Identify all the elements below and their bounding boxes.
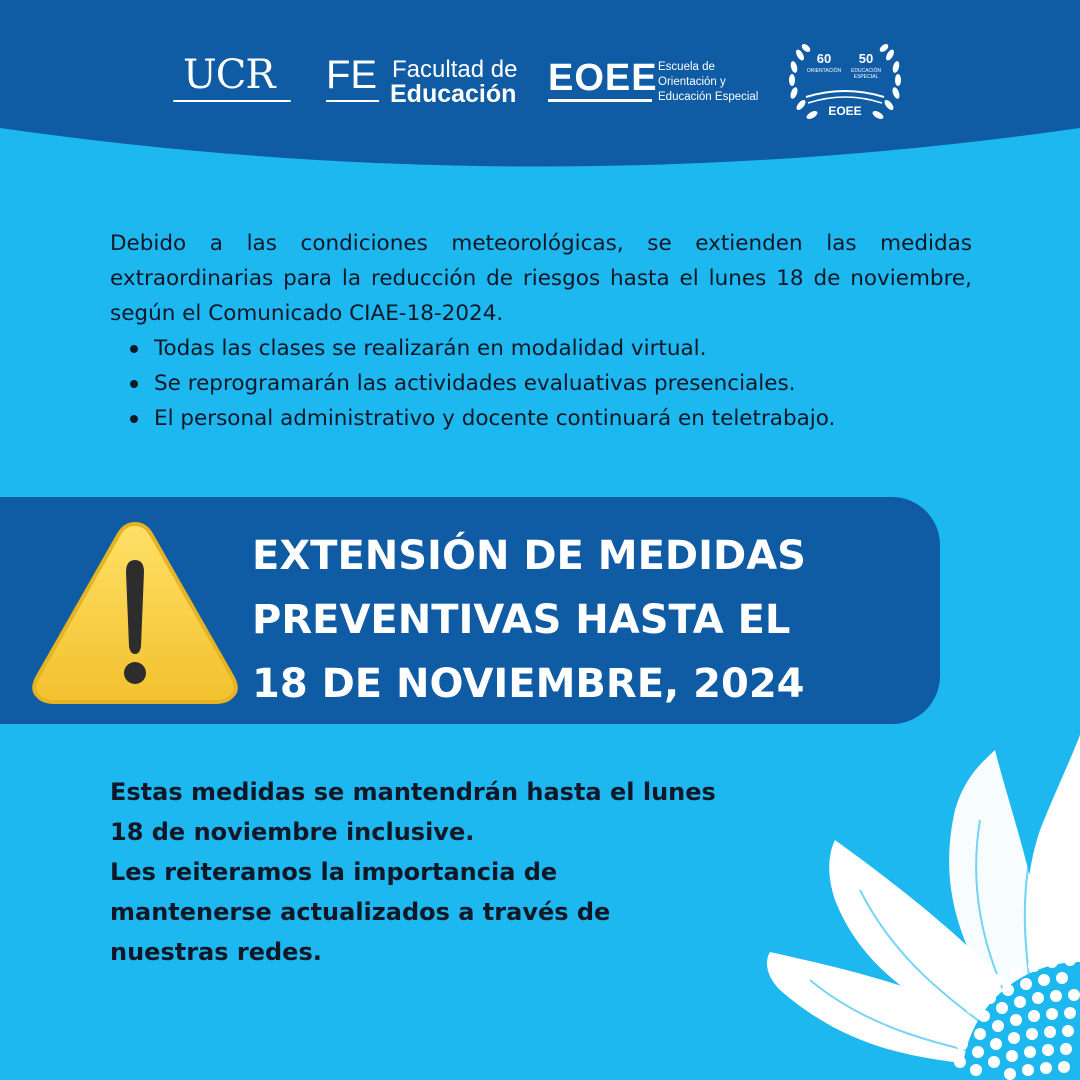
list-item	[110, 331, 972, 366]
closing-line5: nuestras redes.	[110, 938, 322, 966]
list-item-text: Se reprogramarán las actividades evaluativas presenciales.	[154, 371, 796, 396]
list-item	[110, 401, 972, 436]
seal-num-left: 60	[816, 51, 832, 66]
laurel-left-icon	[789, 42, 819, 120]
seal-label-right2: ESPECIAL	[853, 74, 879, 80]
measures-list	[110, 331, 972, 436]
seal-name: EOEE	[828, 104, 862, 118]
eoee-desc-line3: Educación Especial	[658, 91, 759, 103]
ucr-logo-text: UCR	[183, 52, 275, 98]
ucr-logo	[173, 52, 293, 107]
header	[0, 0, 1080, 175]
anniversary-seal	[786, 33, 904, 128]
fe-logo-underline	[326, 100, 379, 102]
bullet-icon	[130, 415, 138, 423]
closing-line4: mantenerse actualizados a través de	[110, 898, 611, 926]
seal-num-right: 50	[858, 51, 874, 66]
closing-line3: Les reiteramos la importancia de	[110, 858, 558, 886]
bullet-icon	[130, 345, 138, 353]
seal-label-right1: EDUCACIÓN	[850, 68, 882, 74]
banner-line3: 18 DE NOVIEMBRE, 2024	[252, 661, 805, 707]
closing-line2: 18 de noviembre inclusive.	[110, 818, 475, 846]
closing-line1: Estas medidas se mantendrán hasta el lunes	[110, 778, 716, 806]
closing-section	[110, 772, 810, 972]
fe-logo-mark: FE	[326, 53, 378, 97]
seal-label-left: ORIENTACIÓN	[806, 68, 842, 74]
eoee-desc-line2: Orientación y	[658, 76, 726, 88]
fe-logo-line1: Facultad de	[392, 56, 518, 83]
laurel-right-icon	[871, 42, 901, 120]
eoee-logo-underline	[548, 99, 652, 102]
eoee-logo-description	[658, 60, 758, 105]
eoee-desc-line1: Escuela de	[658, 61, 715, 73]
warning-icon	[30, 516, 240, 706]
ucr-logo-underline	[173, 100, 291, 102]
fe-logo-line2: Educación	[390, 80, 517, 108]
eoee-logo	[548, 58, 778, 110]
banner-line2: PREVENTIVAS HASTA EL	[252, 597, 791, 643]
header-background	[0, 0, 1080, 175]
banner-title	[252, 524, 932, 716]
intro-paragraph: Debido a las condiciones meteorológicas, se extienden las medidas extraordinarias para la reducción de riesgos hasta el lunes 18 de noviembre, según el Comunicado CIAE-18-2024.	[110, 231, 972, 326]
list-item	[110, 366, 972, 401]
list-item-text: El personal administrativo y docente continuará en teletrabajo.	[154, 406, 836, 431]
flower-decoration-icon	[740, 690, 1080, 1080]
bullet-icon	[130, 380, 138, 388]
eoee-logo-mark: EOEE	[548, 57, 658, 99]
list-item-text: Todas las clases se realizarán en modalidad virtual.	[154, 336, 707, 361]
banner-line1: EXTENSIÓN DE MEDIDAS	[252, 533, 806, 579]
intro-section	[110, 226, 972, 436]
fe-logo	[326, 52, 526, 108]
